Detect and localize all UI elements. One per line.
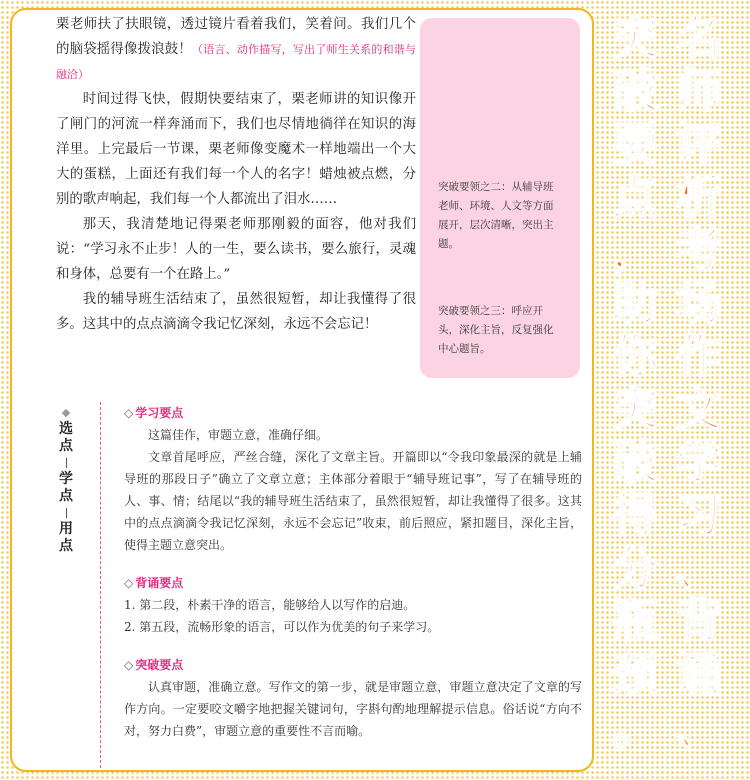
diamond-outline-icon: ◇ (124, 658, 134, 672)
headline-char: 。 (612, 700, 658, 754)
headline-char: 点 (612, 170, 658, 224)
headline-char: 析 (676, 170, 722, 224)
recite-title (124, 572, 582, 594)
headline-char: 突 (612, 382, 658, 436)
breakthrough-title-text: 突破要点 (135, 658, 184, 672)
headline-char: 考 (676, 223, 722, 277)
study-paragraph-2: 文章首尾呼应，严丝合缝，深化了文章主旨。开篇即以“令我印象最深的就是上辅导班的那段日子”确立了文章立意；主体部分着眼于“辅导班记事”，写了在辅导班的人、事、情；结尾以“我的辅导班生活结束了，虽然很短暂，却让我懂得了很多。这其中的点点滴滴令我记忆深刻，永远不会忘记”收束，前后照应，紧扣题目，深化主旨，使得主题立意突出。 (124, 450, 582, 552)
headline-char: 评 (676, 117, 722, 171)
essay-text (56, 12, 416, 337)
sidebar-char: 点 (59, 488, 73, 504)
sidebar-label (56, 404, 76, 555)
tip-2: 突破要领之二：从辅导班老师、环境、人文等方面展开，层次清晰，突出主题。 (438, 181, 554, 250)
sidebar-char: 点 (59, 438, 73, 454)
headline-char: 要 (612, 117, 658, 171)
diamond-outline-icon: ◇ (124, 406, 134, 420)
breakthrough-title (124, 654, 582, 676)
recite-title-text: 背诵要点 (135, 576, 184, 590)
book-page (10, 8, 594, 772)
sidebar-divider (66, 508, 67, 518)
diamond-outline-icon: ◇ (124, 576, 134, 590)
sidebar-char: 点 (59, 538, 73, 554)
headline-char: 习 (676, 488, 722, 542)
headline-char: 瓶 (612, 594, 658, 648)
headline-char: 破 (612, 64, 658, 118)
headline-char: 颈 (612, 647, 658, 701)
headline-char: 文 (676, 382, 722, 436)
recite-item: 1. 第二段，朴素干净的语言，能够给人以写作的启迪。 (124, 598, 416, 612)
tip-box (420, 18, 580, 378)
essay-paragraph-4: 我的辅导班生活结束了，虽然很短暂，却让我懂得了很多。这其中的点点滴滴令我记忆深刻，永远不会忘记！ (56, 292, 416, 332)
sidebar-divider (66, 458, 67, 468)
headline-char: 得 (612, 488, 658, 542)
headline-char: 师 (676, 64, 722, 118)
sidebar-char: 学 (59, 471, 73, 487)
headline-char: 助 (612, 276, 658, 330)
headline-char: 场 (676, 276, 722, 330)
tip-3: 突破要领之三：呼应开头，深化主旨，反复强化中心题旨。 (438, 305, 554, 355)
headline-char: 你 (612, 329, 658, 383)
headline-char: 作 (676, 329, 722, 383)
headline-char: 、 (676, 541, 722, 595)
headline-char: 背 (676, 594, 722, 648)
recite-item: 2. 第五段，流畅形象的语言，可以作为优美的句子来学习。 (124, 620, 440, 634)
study-title (124, 402, 582, 424)
analysis-section (124, 402, 582, 742)
essay-paragraph-1-text: 栗老师扶了扶眼镜，透过镜片看着我们，笑着问。我们几个的脑袋摇得像拨浪鼓！ (56, 17, 416, 57)
headline-char: ， (612, 223, 658, 277)
headline-char: 分 (612, 541, 658, 595)
essay-paragraph-3: 那天，我清楚地记得栗老师那刚毅的面容，他对我们说：“学习永不止步！人的一生，要么读书，要么旅行，灵魂和身体，总要有一个在路上。” (56, 217, 416, 282)
headline-char: 学 (676, 435, 722, 489)
essay-paragraph-1 (56, 12, 416, 87)
headline-char: 、 (676, 700, 722, 754)
study-paragraph-1: 这篇佳作，审题立意，准确仔细。 (148, 428, 329, 442)
dashed-divider (100, 402, 101, 768)
sidebar-char: 选 (59, 421, 73, 437)
headline-char: 名 (676, 11, 722, 65)
study-title-text: 学习要点 (135, 406, 184, 420)
annotation-note: （语言、动作描写，写出了师生关系的和谐与融洽） (56, 43, 417, 81)
headline-char: 突 (612, 11, 658, 65)
diamond-icon: ◆ (61, 406, 71, 419)
essay-paragraph-2: 时间过得飞快，假期快要结束了，栗老师讲的知识像开了闸门的河流一样奔涌而下，我们也尽情地徜徉在知识的海洋里。上完最后一节课，栗老师像变魔术一样地端出一个大大的蛋糕，上面还有我们每一个人的名字！蜡烛被点燃，分别的歌声响起，我们每一个人都流出了泪水…… (56, 92, 416, 207)
sidebar-char: 用 (59, 521, 73, 537)
breakthrough-paragraph: 认真审题，准确立意。写作文的第一步，就是审题立意，审题立意决定了文章的写作方向。一定要咬文嚼字地把握关键词句，字斟句酌地理解提示信息。俗话说“方向不对，努力白费”，审题立意的重要性不言而喻。 (124, 680, 582, 738)
headline-char: 诵 (676, 647, 722, 701)
headline-column-right (670, 12, 728, 754)
headline-char: 破 (612, 435, 658, 489)
headline-column-left (606, 12, 664, 754)
